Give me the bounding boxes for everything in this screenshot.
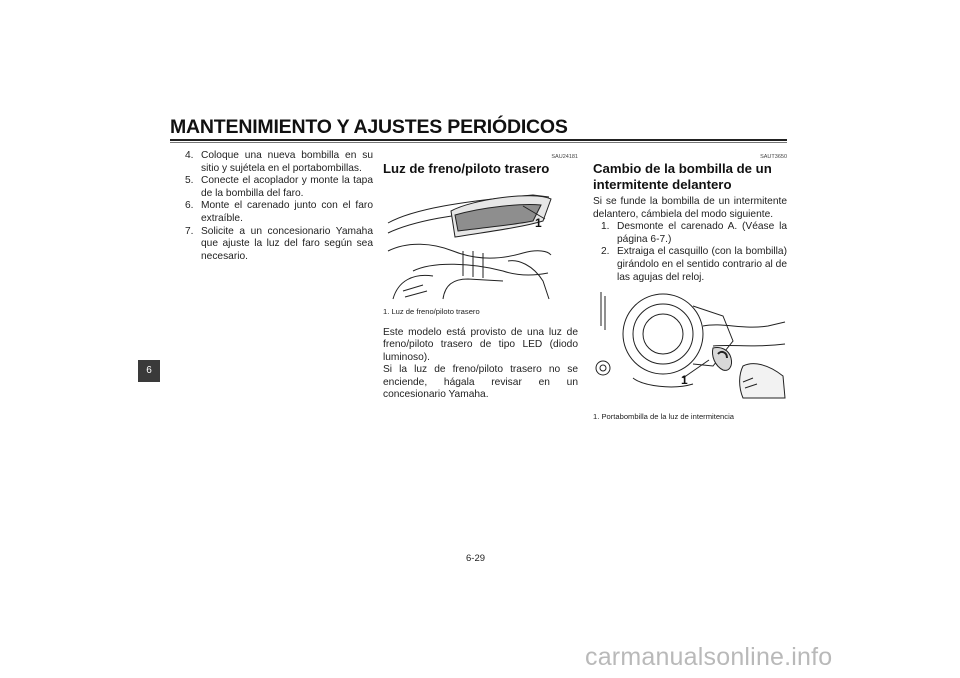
step-text: Monte el carenado junto con el faro extraíble.: [201, 200, 373, 224]
step-text: Desmonte el carenado A. (Véase la página 6-7.): [617, 221, 787, 245]
step-item: [185, 200, 373, 225]
figure-callout-1: 1: [681, 373, 688, 388]
chapter-tab: 6: [138, 360, 160, 382]
column-3: [593, 150, 787, 432]
turn-signal-illustration: [593, 286, 787, 404]
step-number: 2.: [601, 246, 610, 258]
title-rule-thin: [170, 142, 787, 143]
step-text: Extraiga el casquillo (con la bombilla) girándolo en el sentido contrario al de las agujas del reloj.: [617, 246, 787, 283]
step-item: [185, 150, 373, 175]
step-item: [593, 221, 787, 246]
step-text: Conecte el acoplador y monte la tapa de la bombilla del faro.: [201, 175, 373, 199]
step-text: Solicite a un concesionario Yamaha que ajuste la luz del faro según sea necesario.: [201, 225, 373, 262]
tail-light-illustration: [383, 181, 553, 301]
intro-paragraph: Si se funde la bombilla de un intermitente delantero, cámbiela del modo siguiente.: [593, 196, 787, 220]
turn-signal-figure: [593, 286, 787, 404]
column-1: [185, 150, 373, 263]
paragraph: Este modelo está provisto de una luz de freno/piloto trasero de tipo LED (diodo luminoso).: [383, 326, 578, 363]
section-code: SAU24181: [551, 154, 578, 160]
title-rule: [170, 139, 787, 141]
step-item: [185, 175, 373, 200]
step-number: 6.: [185, 200, 194, 212]
section-title-front-turn-signal: Cambio de la bombilla de un intermitente delantero: [593, 161, 772, 192]
section-title-tail-light: Luz de freno/piloto trasero: [383, 161, 550, 176]
step-number: 4.: [185, 150, 194, 161]
tail-light-figure: [383, 181, 553, 303]
column-2: [383, 150, 578, 402]
step-item: [185, 226, 373, 264]
step-item: [593, 246, 787, 284]
page-number: 6-29: [466, 553, 486, 564]
figure-caption: 1. Portabombilla de la luz de intermitencia: [593, 412, 734, 422]
figure-caption: 1. Luz de freno/piloto trasero: [383, 306, 480, 316]
step-number: 7.: [185, 225, 194, 237]
watermark: carmanualsonline.info: [585, 643, 833, 671]
page-title: MANTENIMIENTO Y AJUSTES PERIÓDICOS: [170, 116, 568, 138]
figure-callout-1: 1: [535, 215, 542, 230]
step-number: 1.: [601, 221, 610, 233]
paragraph: Si la luz de freno/piloto trasero no se enciende, hágala revisar en un concesionario Yamaha.: [383, 364, 578, 401]
section-code: SAUT3650: [760, 154, 787, 160]
step-number: 5.: [185, 175, 194, 187]
step-text: Coloque una nueva bombilla en su sitio y sujétela en el portabombillas.: [201, 150, 373, 174]
